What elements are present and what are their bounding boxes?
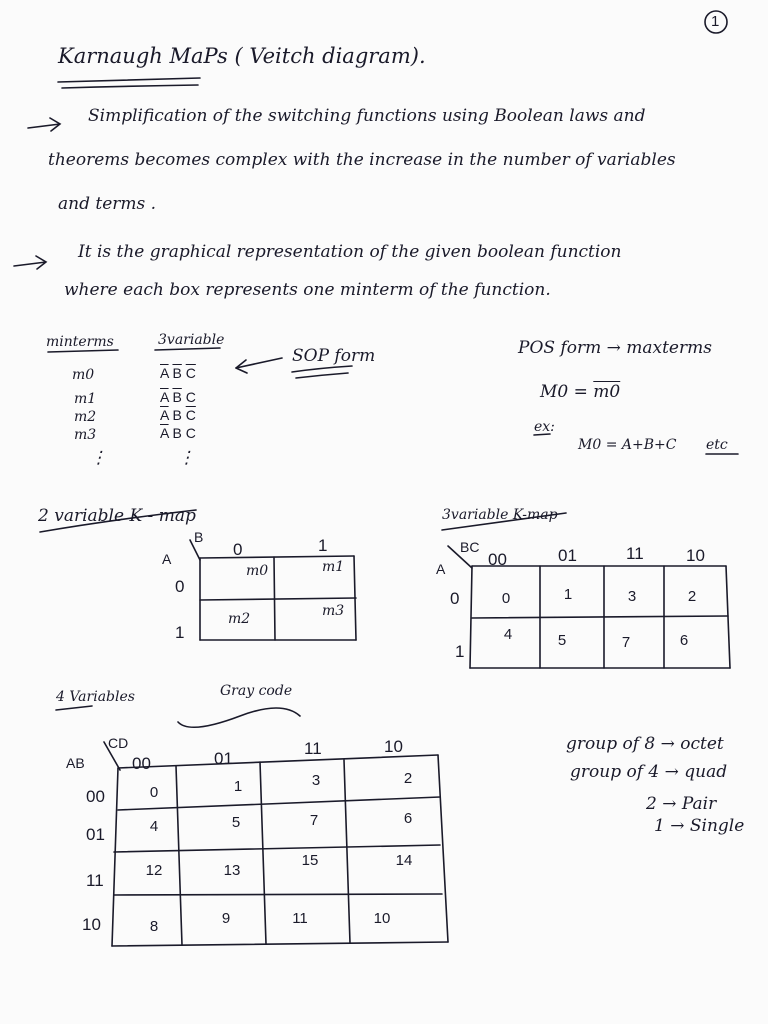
title-underline-1: [58, 78, 200, 82]
kmap2-title: 2 variable K - map: [38, 506, 196, 526]
gray-code-brace: [178, 708, 300, 727]
literal: $\overline{B}$: [172, 365, 182, 381]
bullet-1-line-1: Simplification of the switching functions using Boolean laws and: [88, 106, 646, 126]
kmap4-cell: 2: [403, 770, 413, 787]
bullet-arrow-1: [28, 118, 60, 131]
kmap3-col-head: 11: [626, 544, 644, 563]
kmap4-h4: [112, 942, 448, 946]
literal: $\overline{C}$: [185, 365, 196, 381]
bullet-1-line-3: and terms .: [58, 194, 157, 214]
minterm-literals: [160, 390, 196, 404]
kmap4-row-head: 10: [82, 915, 101, 934]
kmap4-cell: 14: [395, 852, 413, 869]
kmap4-v0: [112, 768, 118, 946]
kmap2-row-var: A: [162, 551, 172, 567]
sop-form-note: SOP form: [292, 346, 376, 366]
minterm-complement: m0: [593, 382, 621, 402]
kmap4-cell: 1: [233, 778, 243, 795]
bullet-1-line-2: theorems becomes complex with the increase in the number of variables: [48, 150, 676, 170]
kmap3-row-var: A: [436, 561, 446, 577]
kmap2-cell: m0: [246, 563, 269, 579]
minterm-label: m3: [74, 427, 97, 443]
literal: $\overline{A}$: [160, 365, 169, 381]
kmap2-line-midv: [274, 557, 275, 640]
3variable-header: 3variable: [158, 332, 225, 348]
kmap4-h2: [114, 845, 440, 852]
kmap4-cell: 11: [292, 910, 308, 927]
kmap4-cell: 9: [221, 910, 231, 927]
literal: $\overline{A}$: [160, 407, 169, 423]
kmap4-v4: [438, 755, 448, 942]
kmap4-col-head: 01: [214, 749, 233, 768]
pos-example: M0 = A+B+C: [578, 437, 677, 453]
kmap4-cell: 0: [149, 784, 159, 801]
kmap4-cell: 7: [309, 812, 319, 829]
kmap4-title-underline: [56, 706, 92, 710]
kmap4-cell: 5: [231, 814, 241, 831]
kmap4-row-var: AB: [66, 755, 85, 771]
kmap4-col-var: CD: [108, 735, 129, 751]
kmap3-title: 3variable K-map: [442, 507, 558, 523]
kmap2-cell: m3: [322, 603, 345, 619]
kmap3-cell: 4: [503, 626, 513, 643]
minterm-literals: [160, 426, 196, 440]
minterm-literals: [160, 408, 196, 422]
kmap2-col-var: B: [194, 529, 204, 545]
title-underline-2: [62, 85, 198, 88]
kmap4-h3: [114, 894, 442, 895]
minterm-label: m1: [74, 391, 97, 407]
kmap3-cell: 3: [627, 588, 637, 605]
literal: $\overline{A}$: [160, 389, 169, 405]
literal: C: [185, 389, 196, 405]
literal: B: [172, 407, 182, 423]
kmap3-col-head: 00: [488, 550, 507, 569]
kmap4-cell: 15: [301, 852, 319, 869]
3var-underline: [155, 348, 220, 350]
kmap4-cell: 6: [403, 810, 413, 827]
kmap2-line-right: [354, 556, 356, 640]
kmap3-cell: 5: [557, 632, 567, 649]
kmap4-cell: 10: [373, 910, 391, 927]
minterms-underline: [48, 350, 118, 352]
pos-line-2: M0 = m0: [540, 382, 621, 402]
kmap2-line-top: [200, 556, 354, 558]
kmap3-col-head: 10: [686, 546, 705, 565]
kmap3-v4: [726, 566, 730, 668]
kmap2-row-head: 0: [175, 577, 185, 596]
group-quad: group of 4 → quad: [570, 762, 728, 782]
maxterm-label: M0: [540, 382, 569, 402]
kmap4-col-head: 00: [132, 754, 151, 773]
kmap4-cell: 3: [311, 772, 321, 789]
minterms-header: minterms: [46, 334, 114, 350]
page-title: Karnaugh MaPs ( Veitch diagram).: [58, 44, 426, 68]
kmap3-cell: 2: [687, 588, 697, 605]
kmap3-v0: [470, 566, 472, 668]
kmap3-row-head: 0: [450, 589, 460, 608]
literal: $\overline{C}$: [185, 407, 196, 423]
kmap3-row-head: 1: [455, 642, 465, 661]
kmap2-line-mid: [200, 598, 356, 600]
literal: C: [185, 425, 196, 441]
kmap4-cell: 13: [223, 862, 241, 879]
bullet-2-line-2: where each box represents one minterm of the function.: [64, 280, 551, 300]
kmap4-row-head: 00: [86, 787, 105, 806]
kmap3-cell: 0: [501, 590, 511, 607]
bullet-2-line-1: It is the graphical representation of the given boolean function: [78, 242, 622, 262]
kmap4-cell: 12: [145, 862, 163, 879]
pos-line-1: POS form → maxterms: [518, 338, 712, 358]
kmap3-line-mid: [472, 616, 728, 618]
kmap3-cell: 6: [679, 632, 689, 649]
minterm-literals: [160, 366, 196, 380]
group-single: 1 → Single: [654, 816, 745, 836]
kmap2-cell: m2: [228, 611, 251, 627]
kmap4-row-head: 11: [86, 871, 104, 890]
kmap4-h0: [118, 755, 438, 768]
kmap3-cell: 7: [621, 634, 631, 651]
literal: $\overline{B}$: [172, 389, 182, 405]
kmap4-row-head: 01: [86, 825, 105, 844]
kmap2-col-head: 0: [233, 540, 243, 559]
sop-underline-2: [296, 373, 348, 378]
kmap3-cell: 1: [563, 586, 573, 603]
kmap4-col-head: 11: [304, 739, 322, 758]
kmap4-cell: 4: [149, 818, 159, 835]
ex-label: ex:: [534, 419, 555, 435]
page-number: 1: [711, 13, 720, 30]
group-octet: group of 8 → octet: [566, 734, 724, 754]
continuation-dots: ⋮: [178, 448, 195, 468]
literal: B: [172, 425, 182, 441]
kmap2-col-head: 1: [318, 536, 328, 555]
gray-code-label: Gray code: [220, 683, 293, 699]
literal: $\overline{A}$: [160, 425, 169, 441]
kmap4-cell: 8: [149, 918, 159, 935]
kmap4-title: 4 Variables: [56, 689, 135, 705]
minterm-label: m0: [72, 367, 95, 383]
kmap2-row-head: 1: [175, 623, 185, 642]
kmap4-col-head: 10: [384, 737, 403, 756]
kmap2-cell: m1: [322, 559, 345, 575]
bullet-arrow-2: [14, 256, 46, 269]
sop-underline-1: [292, 366, 352, 372]
kmap3-col-head: 01: [558, 546, 577, 565]
kmap3-col-var: BC: [460, 539, 480, 555]
group-pair: 2 → Pair: [646, 794, 717, 814]
minterm-label: m2: [74, 409, 97, 425]
etc-label: etc: [706, 437, 728, 453]
continuation-dots: ⋮: [90, 448, 107, 468]
